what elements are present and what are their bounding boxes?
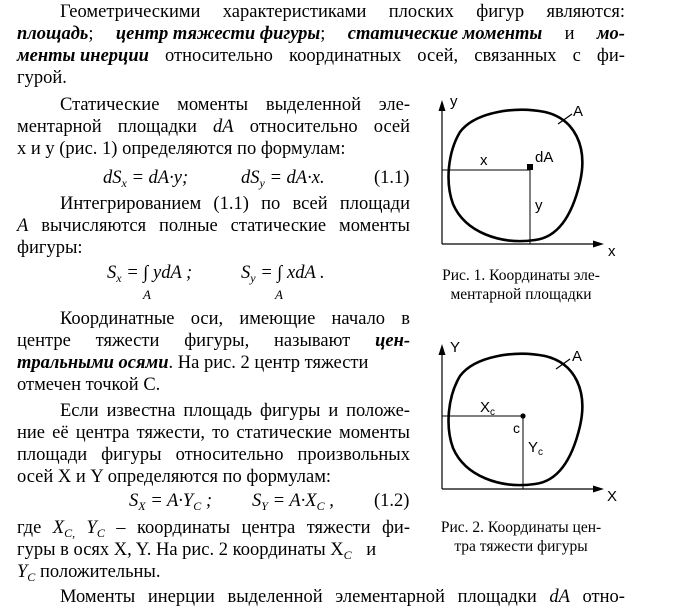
word: площади	[339, 194, 410, 214]
word: площади	[17, 445, 88, 465]
figure-1-caption: Рис. 1. Координаты эле- ментарной площадки	[442, 267, 600, 303]
word: полные	[159, 216, 218, 236]
p6-line3	[17, 561, 160, 583]
word: координатных	[289, 46, 402, 66]
p6-line2	[17, 539, 376, 561]
word: ментарной	[17, 117, 102, 137]
formula-1-1-right: $dS_y = dA\cdot x$.	[241, 168, 325, 190]
formula-1-1-left: $dS_x = dA\cdot y$;	[103, 168, 189, 190]
word: осей	[373, 117, 410, 137]
word: центра	[75, 423, 130, 443]
formula-1-2-left: $S_X = A\cdot Y_C$ ;	[129, 491, 213, 513]
word: Координатные	[60, 309, 175, 329]
p3-line3: фигуры:	[17, 238, 83, 258]
var-X: X	[52, 518, 65, 538]
p2-line1	[17, 94, 410, 116]
var-Y: Y	[86, 518, 97, 538]
Y-axis-arrow-icon	[439, 344, 446, 355]
word: Геометрическими	[60, 2, 201, 22]
word: фи-	[596, 46, 625, 66]
word: фигуры	[101, 445, 162, 465]
label-Y-axis: Y	[450, 339, 461, 356]
word: Статические	[60, 95, 160, 115]
p1-line4: гурой.	[17, 68, 67, 88]
label-Yc: $Y_c$	[528, 439, 544, 458]
p4-line2	[17, 330, 410, 352]
figure-1-diagram	[420, 92, 620, 262]
label-X-axis: X	[607, 488, 618, 505]
p5-line4: осей X и Y определяются по формулам:	[17, 467, 332, 487]
word: –	[116, 518, 126, 538]
var-dA: dA	[213, 117, 234, 137]
p4-line4: отмечен точкой C.	[17, 375, 161, 395]
word: ние	[17, 423, 46, 443]
word: осей,	[417, 46, 459, 66]
word: моменты	[339, 216, 410, 236]
label-Xc: $X_c$	[480, 399, 496, 418]
label-A: A	[573, 103, 584, 120]
figure-2-caption: Рис. 2. Координаты цен- тра тяжести фигуры	[440, 519, 602, 555]
word: моменты	[339, 423, 410, 443]
term-central-part: цен-	[375, 331, 410, 351]
p5-line2	[17, 422, 410, 444]
word: по	[261, 194, 281, 214]
p6-line1	[17, 517, 410, 539]
word: координаты	[137, 518, 231, 538]
word: тяжести,	[136, 423, 206, 443]
term-moments-of-inertia: менты инерции	[17, 46, 149, 66]
term-moments-part: мо-	[596, 24, 625, 44]
word: известна	[106, 401, 176, 421]
sub-C: C	[27, 570, 36, 584]
word: положе-	[346, 401, 410, 421]
p1-line1	[17, 1, 625, 23]
p5-line3	[17, 444, 410, 466]
p4-line3-text: . На рис. 2 центр тяжести	[168, 353, 369, 373]
word: то	[212, 423, 230, 443]
p4-line1	[17, 308, 410, 330]
label-y-coordinate: y	[535, 197, 543, 214]
var-A: A	[17, 216, 29, 236]
p3-line1	[17, 193, 410, 215]
p1-line2	[17, 23, 625, 45]
word: площадь	[183, 401, 253, 421]
formula-number-1-1: (1.1)	[374, 168, 410, 188]
word: отно-	[582, 587, 625, 607]
word: её	[52, 423, 69, 443]
p6-line3-text: положительны.	[35, 562, 161, 582]
label-x-coordinate: x	[480, 152, 488, 169]
label-y-axis: y	[450, 93, 458, 110]
word: где	[17, 518, 42, 538]
X-axis-arrow-icon	[593, 486, 604, 493]
word: произвольных	[297, 445, 410, 465]
word: в	[401, 309, 410, 329]
integral-limit-2: A	[275, 287, 283, 302]
word: относительно	[165, 46, 273, 66]
figure-2-diagram	[420, 336, 620, 506]
word: фигуры	[260, 401, 321, 421]
x-axis-arrow-icon	[593, 241, 604, 248]
var-Y: Y	[17, 562, 28, 582]
word: выделенной	[227, 587, 323, 607]
label-x-axis: x	[608, 243, 616, 260]
formula-sx-integral: $S_x$ = ∫ ydA ;	[107, 263, 193, 285]
word: вычисляются	[41, 216, 147, 236]
word: Моменты	[60, 587, 136, 607]
word: выделенной	[265, 95, 362, 115]
word: и	[366, 540, 377, 560]
word: элементарной	[335, 587, 445, 607]
word: эле-	[378, 95, 410, 115]
word: статические	[236, 423, 332, 443]
word: площадки	[457, 587, 537, 607]
p5-line1	[17, 400, 410, 422]
word: характеристиками	[222, 2, 367, 22]
element-dA	[527, 164, 533, 170]
p2-line2	[17, 116, 410, 138]
word: фи-	[381, 518, 410, 538]
word: оси,	[190, 309, 224, 329]
word: центра	[241, 518, 296, 538]
word: с	[572, 46, 581, 66]
word: являются:	[546, 2, 625, 22]
punct: ;	[320, 24, 326, 44]
term-central-axes: тральными осями	[17, 353, 169, 373]
centroid-point	[520, 413, 525, 418]
word: (1.1)	[213, 194, 249, 214]
word: фигур	[476, 2, 525, 22]
sub-C: C	[96, 526, 105, 540]
word: тяжести	[306, 518, 371, 538]
term-centroid: центр тяжести фигуры	[115, 24, 321, 44]
word: статические	[230, 216, 327, 236]
word: тяжести	[95, 331, 160, 351]
formula-1-2-right: $S_Y = A\cdot X_C$ ,	[252, 491, 334, 513]
word: и	[564, 24, 575, 44]
y-axis-arrow-icon	[439, 100, 446, 111]
formula-number-1-2: (1.2)	[374, 491, 410, 511]
word: начало	[331, 309, 386, 329]
p4-line3	[17, 352, 368, 374]
sub-C: C,	[64, 526, 76, 540]
p6-line2-text: гуры в осях X, Y. На рис. 2 координаты X	[17, 540, 344, 560]
figure-contour	[449, 110, 583, 241]
word: Если	[60, 401, 99, 421]
word: всей	[292, 194, 328, 214]
p7-line1	[17, 586, 625, 608]
word: плоских	[388, 2, 454, 22]
label-c: c	[513, 420, 520, 436]
word: относительно	[249, 117, 358, 137]
word: и	[328, 401, 339, 421]
formula-sy-integral: $S_y$ = ∫ xdA .	[241, 263, 325, 285]
p3-line2	[17, 215, 410, 237]
label-dA: dA	[535, 149, 554, 166]
word: инерции	[147, 587, 215, 607]
p2-line3: x и y (рис. 1) определяются по формулам:	[17, 139, 346, 159]
word: называют	[274, 331, 351, 351]
label-A: A	[572, 348, 583, 365]
sub-C: C	[343, 548, 352, 562]
term-static-moments: статические моменты	[347, 24, 543, 44]
var-dA: dA	[549, 587, 570, 607]
p1-line3	[17, 45, 625, 67]
punct: ;	[88, 24, 94, 44]
word: связанных	[474, 46, 557, 66]
word: фигуры,	[184, 331, 250, 351]
word: Интегрированием	[60, 194, 202, 214]
word: относительно	[175, 445, 284, 465]
word: центре	[17, 331, 71, 351]
integral-limit-1: A	[143, 287, 151, 302]
word: моменты	[177, 95, 249, 115]
word: площадки	[117, 117, 197, 137]
term-area: площадь	[17, 24, 89, 44]
word: имеющие	[239, 309, 316, 329]
